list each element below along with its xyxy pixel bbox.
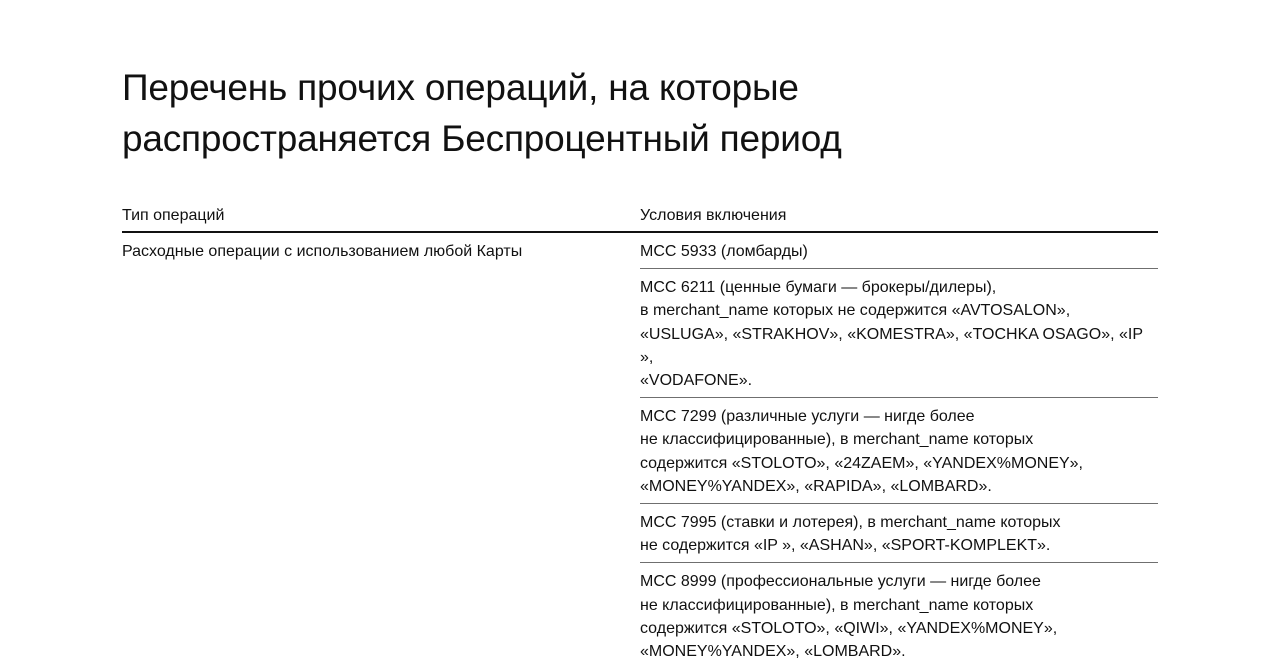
operation-type-cell: Расходные операции с использованием любой Карты (122, 243, 523, 260)
condition-mcc-7299 (640, 398, 1158, 504)
operations-table (122, 204, 1158, 668)
condition-line: «USLUGA», «STRAKHOV», «KOMESTRA», «TOCHKA OSAGO», «IP », (640, 325, 1143, 366)
page-title-line-2: распространяется Беспроцентный период (122, 118, 842, 159)
condition-mcc-8999 (640, 563, 1158, 668)
condition-line: MCC 5933 (ломбарды) (640, 243, 808, 260)
condition-line: не классифицированные), в merchant_name которых (640, 596, 1034, 614)
condition-mcc-7995 (640, 504, 1158, 563)
condition-line: содержится «STOLOTO», «QIWI», «YANDEX%MONEY», (640, 619, 1058, 637)
condition-line: не классифицированные), в merchant_name которых (640, 431, 1034, 449)
page-title (122, 62, 1022, 164)
condition-line: не содержится «IP », «ASHAN», «SPORT-KOMPLEKT». (640, 537, 1051, 555)
table-header (122, 204, 1158, 233)
condition-line: MCC 7299 (различные услуги — нигде более (640, 408, 975, 426)
condition-mcc-5933 (640, 233, 1158, 269)
condition-line: MCC 7995 (ставки и лотерея), в merchant_name которых (640, 514, 1061, 532)
condition-line: «MONEY%YANDEX», «LOMBARD». (640, 643, 906, 661)
table-row (122, 233, 1158, 668)
column-header-type: Тип операций (122, 207, 225, 224)
page-title-line-1: Перечень прочих операций, на которые (122, 67, 799, 108)
condition-line: «VODAFONE». (640, 372, 753, 390)
condition-line: MCC 6211 (ценные бумаги — брокеры/дилеры), (640, 279, 997, 297)
condition-line: в merchant_name которых не содержится «AVTOSALON», (640, 302, 1071, 320)
condition-mcc-6211 (640, 269, 1158, 398)
condition-line: содержится «STOLOTO», «24ZAEM», «YANDEX%MONEY», (640, 454, 1083, 472)
condition-line: «MONEY%YANDEX», «RAPIDA», «LOMBARD». (640, 477, 992, 495)
condition-line: MCC 8999 (профессиональные услуги — нигде более (640, 573, 1041, 591)
column-header-conditions: Условия включения (640, 207, 787, 224)
conditions-cell (640, 233, 1158, 668)
